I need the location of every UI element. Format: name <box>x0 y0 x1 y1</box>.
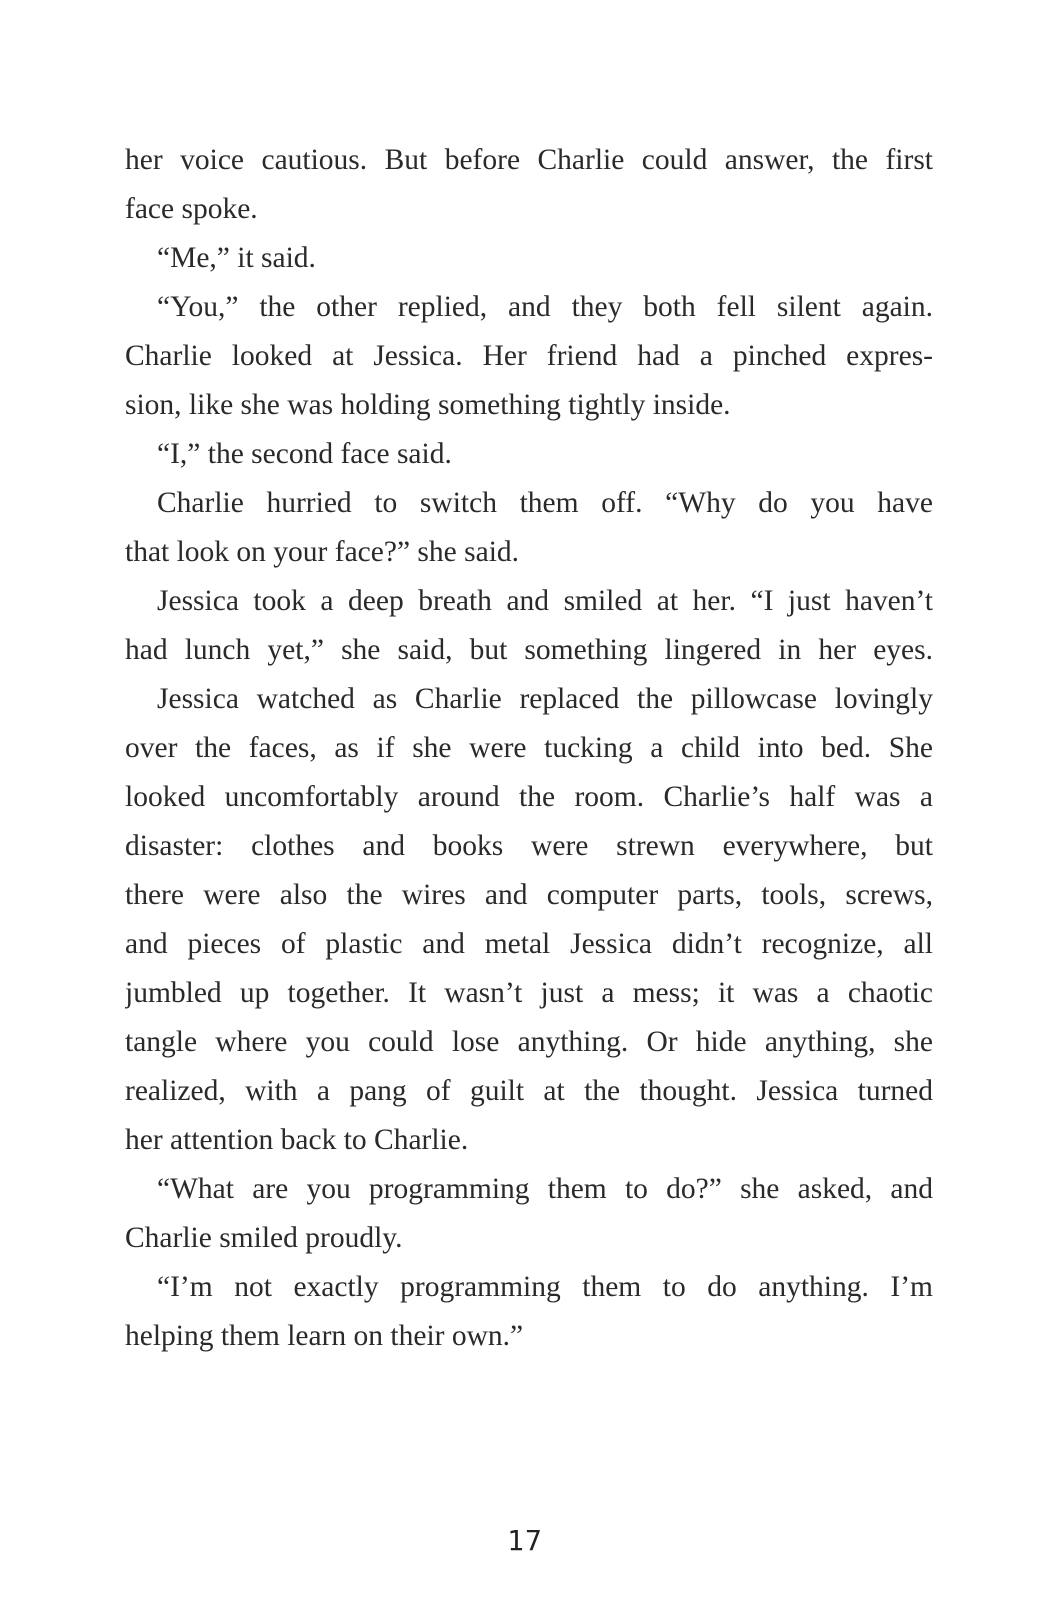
text-line: Jessica took a deep breath and smiled at her. “I just haven’t <box>157 585 933 617</box>
text-line: helping them learn on their own.” <box>125 1320 524 1352</box>
text-line: realized, with a pang of guilt at the thought. Jessica turned <box>125 1075 933 1107</box>
text-line: looked uncomfortably around the room. Charlie’s half was a <box>125 781 933 813</box>
text-line: Charlie looked at Jessica. Her friend had a pinched expres- <box>125 340 933 372</box>
text-line: Charlie smiled proudly. <box>125 1222 403 1254</box>
page-number: 17 <box>507 1524 543 1557</box>
text-line: “I’m not exactly programming them to do anything. I’m <box>157 1271 933 1303</box>
text-line: Jessica watched as Charlie replaced the pillowcase lovingly <box>157 683 933 715</box>
text-line: sion, like she was holding something tightly inside. <box>125 389 731 421</box>
text-line: jumbled up together. It wasn’t just a mess; it was a chaotic <box>125 977 933 1009</box>
text-line: over the faces, as if she were tucking a child into bed. She <box>125 732 933 764</box>
text-line: that look on your face?” she said. <box>125 536 520 568</box>
text-line: “Me,” it said. <box>157 242 316 274</box>
text-line: her voice cautious. But before Charlie could answer, the first <box>125 144 933 176</box>
text-line: tangle where you could lose anything. Or hide anything, she <box>125 1026 933 1058</box>
text-line: “I,” the second face said. <box>157 438 452 470</box>
text-line: “What are you programming them to do?” she asked, and <box>157 1173 933 1205</box>
text-line: “You,” the other replied, and they both fell silent again. <box>157 291 933 323</box>
text-line: disaster: clothes and books were strewn everywhere, but <box>125 830 933 862</box>
text-line: her attention back to Charlie. <box>125 1124 469 1156</box>
text-line: there were also the wires and computer parts, tools, screws, <box>125 879 933 911</box>
text-line: and pieces of plastic and metal Jessica didn’t recognize, all <box>125 928 933 960</box>
text-line: had lunch yet,” she said, but something lingered in her eyes. <box>125 634 933 666</box>
page-text <box>125 136 933 1361</box>
text-line: Charlie hurried to switch them off. “Why do you have <box>157 487 933 519</box>
text-line: face spoke. <box>125 193 258 225</box>
